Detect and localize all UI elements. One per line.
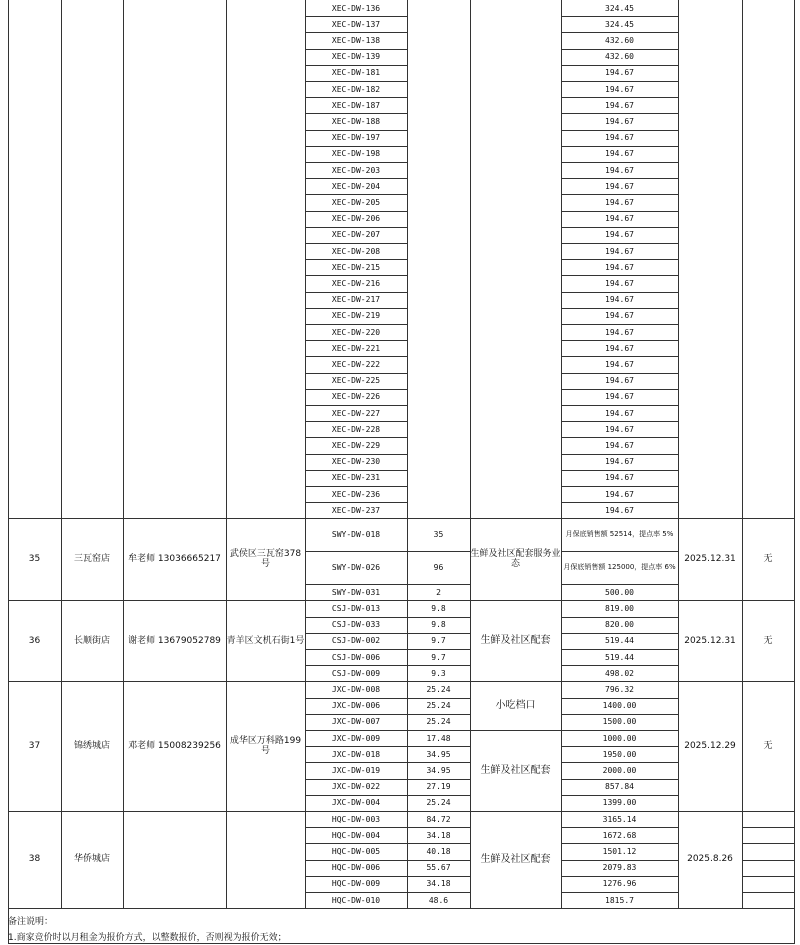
price-cell: 1672.68: [561, 827, 679, 844]
price-cell: 月保底销售额 125000，提点率 6%: [561, 551, 679, 585]
price-cell: 194.67: [561, 211, 679, 228]
area-cell: 25.24: [407, 795, 471, 812]
price-cell: 194.67: [561, 178, 679, 195]
unit-code-cell: XEC-DW-230: [305, 454, 408, 471]
price-cell: 194.67: [561, 130, 679, 147]
unit-code-cell: XEC-DW-138: [305, 32, 408, 49]
store-use: 生鲜及社区配套: [470, 730, 562, 812]
unit-code-cell: JXC-DW-008: [305, 681, 408, 698]
store-no: 37: [8, 681, 62, 812]
unit-code-cell: CSJ-DW-033: [305, 617, 408, 634]
area-cell: 34.95: [407, 746, 471, 763]
price-cell: 1501.12: [561, 843, 679, 860]
store-no: 38: [8, 811, 62, 909]
unit-code-cell: XEC-DW-229: [305, 437, 408, 454]
unit-code-cell: XEC-DW-227: [305, 405, 408, 422]
price-cell: 1500.00: [561, 714, 679, 731]
area-cell: 96: [407, 551, 471, 585]
price-cell: 432.60: [561, 49, 679, 66]
price-cell: 820.00: [561, 617, 679, 634]
price-cell: 1399.00: [561, 795, 679, 812]
area-cell: 25.24: [407, 698, 471, 715]
area-cell: 34.18: [407, 876, 471, 893]
store-deadline: 2025.12.29: [678, 681, 743, 812]
remarks-title: 备注说明：: [8, 917, 54, 927]
address-cell-cont: [226, 0, 306, 519]
unit-code-cell: XEC-DW-208: [305, 243, 408, 260]
price-cell: 194.67: [561, 194, 679, 211]
price-cell: 194.67: [561, 146, 679, 163]
unit-code-cell: SWY-DW-026: [305, 551, 408, 585]
price-cell: 194.67: [561, 502, 679, 519]
price-cell: 857.84: [561, 779, 679, 796]
remarks-line-1: 1.商家竞价时以月租金为报价方式，以整数报价，否则视为报价无效；: [8, 933, 287, 943]
price-cell: 194.67: [561, 259, 679, 276]
unit-code-cell: HQC-DW-010: [305, 892, 408, 909]
price-cell: 500.00: [561, 584, 679, 601]
unit-code-cell: XEC-DW-228: [305, 421, 408, 438]
price-cell: 1950.00: [561, 746, 679, 763]
price-cell: 194.67: [561, 275, 679, 292]
area-cell: 25.24: [407, 714, 471, 731]
price-cell: 194.67: [561, 454, 679, 471]
store-no: 35: [8, 518, 62, 601]
unit-code-cell: SWY-DW-031: [305, 584, 408, 601]
price-cell: 1000.00: [561, 730, 679, 747]
unit-code-cell: CSJ-DW-002: [305, 633, 408, 650]
price-cell: 3165.14: [561, 811, 679, 828]
area-cell: 25.24: [407, 681, 471, 698]
note-cell-empty: [742, 827, 795, 844]
unit-code-cell: JXC-DW-007: [305, 714, 408, 731]
area-cell: 48.6: [407, 892, 471, 909]
contact-cell-cont: [123, 0, 227, 519]
unit-code-cell: XEC-DW-217: [305, 292, 408, 309]
price-cell: 324.45: [561, 16, 679, 33]
store-deadline: 2025.12.31: [678, 518, 743, 601]
unit-code-cell: SWY-DW-018: [305, 518, 408, 552]
unit-code-cell: XEC-DW-220: [305, 324, 408, 341]
unit-code-cell: XEC-DW-182: [305, 81, 408, 98]
unit-code-cell: JXC-DW-006: [305, 698, 408, 715]
unit-code-cell: HQC-DW-003: [305, 811, 408, 828]
price-cell: 194.67: [561, 308, 679, 325]
store-contact: 谢老师 13679052789: [123, 600, 227, 682]
area-cell: 9.8: [407, 617, 471, 634]
unit-code-cell: XEC-DW-225: [305, 373, 408, 390]
price-cell: 194.67: [561, 437, 679, 454]
unit-code-cell: XEC-DW-198: [305, 146, 408, 163]
deadline-cell-cont: [678, 0, 743, 519]
unit-code-cell: HQC-DW-005: [305, 843, 408, 860]
unit-code-cell: XEC-DW-136: [305, 0, 408, 17]
price-cell: 1400.00: [561, 698, 679, 715]
unit-code-cell: HQC-DW-004: [305, 827, 408, 844]
unit-code-cell: XEC-DW-204: [305, 178, 408, 195]
unit-code-cell: JXC-DW-009: [305, 730, 408, 747]
unit-code-cell: XEC-DW-203: [305, 162, 408, 179]
store-use: 生鲜及社区配套服务业态: [470, 518, 562, 601]
store-deadline: 2025.8.26: [678, 811, 743, 909]
unit-code-cell: XEC-DW-139: [305, 49, 408, 66]
no-cell-cont: [8, 0, 62, 519]
price-cell: 194.67: [561, 162, 679, 179]
note-cell-empty: [742, 811, 795, 828]
unit-code-cell: XEC-DW-137: [305, 16, 408, 33]
note-cell-cont: [742, 0, 795, 519]
price-cell: 819.00: [561, 600, 679, 617]
area-cell: 35: [407, 518, 471, 552]
price-cell: 498.02: [561, 665, 679, 682]
area-cell: 17.48: [407, 730, 471, 747]
price-cell: 519.44: [561, 649, 679, 666]
unit-code-cell: CSJ-DW-006: [305, 649, 408, 666]
price-cell: 194.67: [561, 324, 679, 341]
store-address: [226, 811, 306, 909]
unit-code-cell: XEC-DW-226: [305, 389, 408, 406]
unit-code-cell: XEC-DW-206: [305, 211, 408, 228]
price-cell: 194.67: [561, 373, 679, 390]
price-cell: 194.67: [561, 389, 679, 406]
unit-code-cell: XEC-DW-205: [305, 194, 408, 211]
price-cell: 2000.00: [561, 762, 679, 779]
area-cell: 34.95: [407, 762, 471, 779]
area-cell-cont: [407, 0, 471, 519]
area-cell: 9.3: [407, 665, 471, 682]
unit-code-cell: XEC-DW-197: [305, 130, 408, 147]
area-cell: 2: [407, 584, 471, 601]
unit-code-cell: JXC-DW-018: [305, 746, 408, 763]
store-address: 青羊区文机石街1号: [226, 600, 306, 682]
unit-code-cell: CSJ-DW-013: [305, 600, 408, 617]
store-name: 华侨城店: [61, 811, 124, 909]
use-cell-cont: [470, 0, 562, 519]
price-cell: 194.67: [561, 113, 679, 130]
price-cell: 194.67: [561, 486, 679, 503]
unit-code-cell: CSJ-DW-009: [305, 665, 408, 682]
price-cell: 519.44: [561, 633, 679, 650]
unit-code-cell: XEC-DW-219: [305, 308, 408, 325]
unit-code-cell: XEC-DW-231: [305, 470, 408, 487]
store-note: 无: [742, 518, 795, 601]
store-note: 无: [742, 681, 795, 812]
price-cell: 432.60: [561, 32, 679, 49]
area-cell: 55.67: [407, 860, 471, 877]
price-cell: 194.67: [561, 470, 679, 487]
area-cell: 9.7: [407, 649, 471, 666]
store-name: 锦绣城店: [61, 681, 124, 812]
unit-code-cell: HQC-DW-009: [305, 876, 408, 893]
store-address: 武侯区三瓦窑378号: [226, 518, 306, 601]
unit-code-cell: XEC-DW-216: [305, 275, 408, 292]
store-name: 三瓦窑店: [61, 518, 124, 601]
unit-code-cell: XEC-DW-236: [305, 486, 408, 503]
unit-code-cell: XEC-DW-181: [305, 65, 408, 82]
price-cell: 194.67: [561, 340, 679, 357]
price-cell: 2079.83: [561, 860, 679, 877]
price-cell: 194.67: [561, 97, 679, 114]
price-cell: 1815.7: [561, 892, 679, 909]
price-cell: 194.67: [561, 65, 679, 82]
store-deadline: 2025.12.31: [678, 600, 743, 682]
unit-code-cell: HQC-DW-006: [305, 860, 408, 877]
price-cell: 月保底销售额 52514，提点率 5%: [561, 518, 679, 552]
unit-code-cell: XEC-DW-207: [305, 227, 408, 244]
store-name: 长顺街店: [61, 600, 124, 682]
unit-code-cell: JXC-DW-019: [305, 762, 408, 779]
unit-code-cell: XEC-DW-237: [305, 502, 408, 519]
store-address: 成华区万科路199号: [226, 681, 306, 812]
price-cell: 194.67: [561, 405, 679, 422]
area-cell: 40.18: [407, 843, 471, 860]
unit-code-cell: XEC-DW-221: [305, 340, 408, 357]
price-cell: 194.67: [561, 81, 679, 98]
price-cell: 194.67: [561, 243, 679, 260]
note-cell-empty: [742, 876, 795, 893]
store-note: 无: [742, 600, 795, 682]
store-contact: 邓老师 15008239256: [123, 681, 227, 812]
area-cell: 27.19: [407, 779, 471, 796]
price-cell: 194.67: [561, 227, 679, 244]
price-cell: 796.32: [561, 681, 679, 698]
unit-code-cell: JXC-DW-022: [305, 779, 408, 796]
store-use: 生鲜及社区配套: [470, 811, 562, 909]
unit-code-cell: XEC-DW-222: [305, 356, 408, 373]
store-use: 小吃档口: [470, 681, 562, 731]
price-cell: 1276.96: [561, 876, 679, 893]
note-cell-empty: [742, 860, 795, 877]
store-contact: [123, 811, 227, 909]
unit-code-cell: JXC-DW-004: [305, 795, 408, 812]
price-cell: 324.45: [561, 0, 679, 17]
area-cell: 9.8: [407, 600, 471, 617]
unit-code-cell: XEC-DW-187: [305, 97, 408, 114]
note-cell-empty: [742, 843, 795, 860]
store-use: 生鲜及社区配套: [470, 600, 562, 682]
price-cell: 194.67: [561, 292, 679, 309]
unit-code-cell: XEC-DW-188: [305, 113, 408, 130]
store-contact: 牟老师 13036665217: [123, 518, 227, 601]
name-cell-cont: [61, 0, 124, 519]
store-no: 36: [8, 600, 62, 682]
price-cell: 194.67: [561, 356, 679, 373]
price-cell: 194.67: [561, 421, 679, 438]
area-cell: 84.72: [407, 811, 471, 828]
area-cell: 34.18: [407, 827, 471, 844]
area-cell: 9.7: [407, 633, 471, 650]
unit-code-cell: XEC-DW-215: [305, 259, 408, 276]
note-cell-empty: [742, 892, 795, 909]
